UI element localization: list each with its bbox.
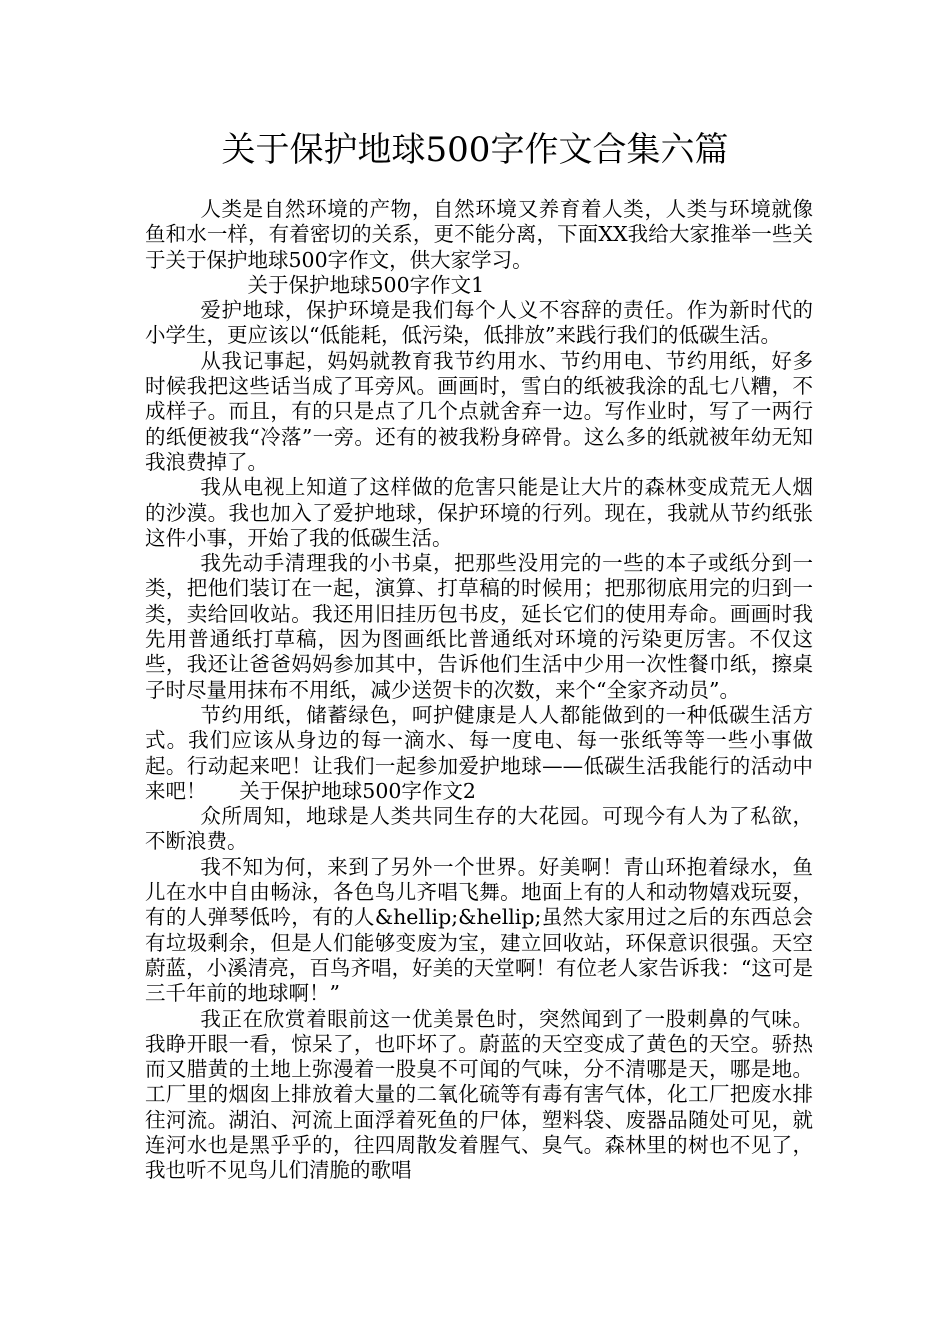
- essay1-paragraph-3: 我从电视上知道了这样做的危害只能是让大片的森林变成荒无人烟的沙漠。我也加入了爱护地球，保护环境的行列。现在，我就从节约纸张这件小事，开始了我的低碳生活。: [145, 475, 813, 550]
- essay1-paragraph-2: 从我记事起，妈妈就教育我节约用水、节约用电、节约用纸，好多时候我把这些话当成了耳旁风。画画时，雪白的纸被我涂的乱七八糟，不成样子。而且，有的只是点了几个点就舍弃一边。写作业时，写了一两行的纸便被我“冷落”一旁。还有的被我粉身碎骨。这么多的纸就被年幼无知我浪费掉了。: [145, 348, 813, 474]
- document-body: [145, 197, 813, 1184]
- document-title: 关于保护地球500字作文合集六篇: [221, 130, 729, 170]
- essay1-paragraph-4: 我先动手清理我的小书桌，把那些没用完的一些的本子或纸分到一类，把他们装订在一起，演算、打草稿的时候用；把那彻底用完的归到一类，卖给回收站。我还用旧挂历包书皮，延长它们的使用寿命。画画时我先用普通纸打草稿，因为图画纸比普通纸对环境的污染更厉害。不仅这些，我还让爸爸妈妈参加其中，告诉他们生活中少用一次性餐巾纸，擦桌子时尽量用抹布不用纸，减少送贺卡的次数，来个“全家齐动员”。: [145, 551, 813, 702]
- essay2-paragraph-3: 我正在欣赏着眼前这一优美景色时，突然闻到了一股刺鼻的气味。我睁开眼一看，惊呆了，也吓坏了。蔚蓝的天空变成了黄色的天空。骄热而又腊黄的土地上弥漫着一股臭不可闻的气味，分不清哪是天，哪是地。工厂里的烟囱上排放着大量的二氧化硫等有毒有害气体，化工厂把废水排往河流。湖泊、河流上面浮着死鱼的尸体，塑料袋、废器品随处可见，就连河水也是黑乎乎的，往四周散发着腥气、臭气。森林里的树也不见了，我也听不见鸟儿们清脆的歌唱: [145, 1006, 813, 1183]
- essay1-heading: 关于保护地球500字作文1: [247, 272, 485, 297]
- essay2-paragraph-2: 我不知为何，来到了另外一个世界。好美啊！青山环抱着绿水，鱼儿在水中自由畅泳，各色鸟儿齐唱飞舞。地面上有的人和动物嬉戏玩耍，有的人弹琴低吟，有的人&hellip;&hellip;虽然大家用过之后的东西总会有垃圾剩余，但是人们能够变废为宝，建立回收站，环保意识很强。天空蔚蓝，小溪清亮，百鸟齐唱，好美的天堂啊！有位老人家告诉我：“这可是三千年前的地球啊！”: [145, 854, 813, 1006]
- essay1-paragraph-1: 爱护地球，保护环境是我们每个人义不容辞的责任。作为新时代的小学生，更应该以“低能耗，低污染，低排放”来践行我们的低碳生活。: [145, 298, 813, 348]
- essay1-paragraph-5-text: 节约用纸，储蓄绿色，呵护健康是人人都能做到的一种低碳生活方式。我们应该从身边的每一滴水、每一度电、每一张纸等等一些小事做起。行动起来吧！让我们一起参加爱护地球——低碳生活我能行的活动中来吧！: [145, 702, 813, 803]
- essay2-heading: 关于保护地球500字作文2: [239, 778, 476, 803]
- essay2-paragraph-1: 众所周知，地球是人类共同生存的大花园。可现今有人为了私欲，不断浪费。: [145, 804, 813, 854]
- essay1-paragraph-5: [145, 703, 813, 804]
- intro-paragraph: 人类是自然环境的产物，自然环境又养育着人类，人类与环境就像鱼和水一样，有着密切的关系，更不能分离，下面XX我给大家推举一些关于关于保护地球500字作文，供大家学习。: [145, 197, 813, 272]
